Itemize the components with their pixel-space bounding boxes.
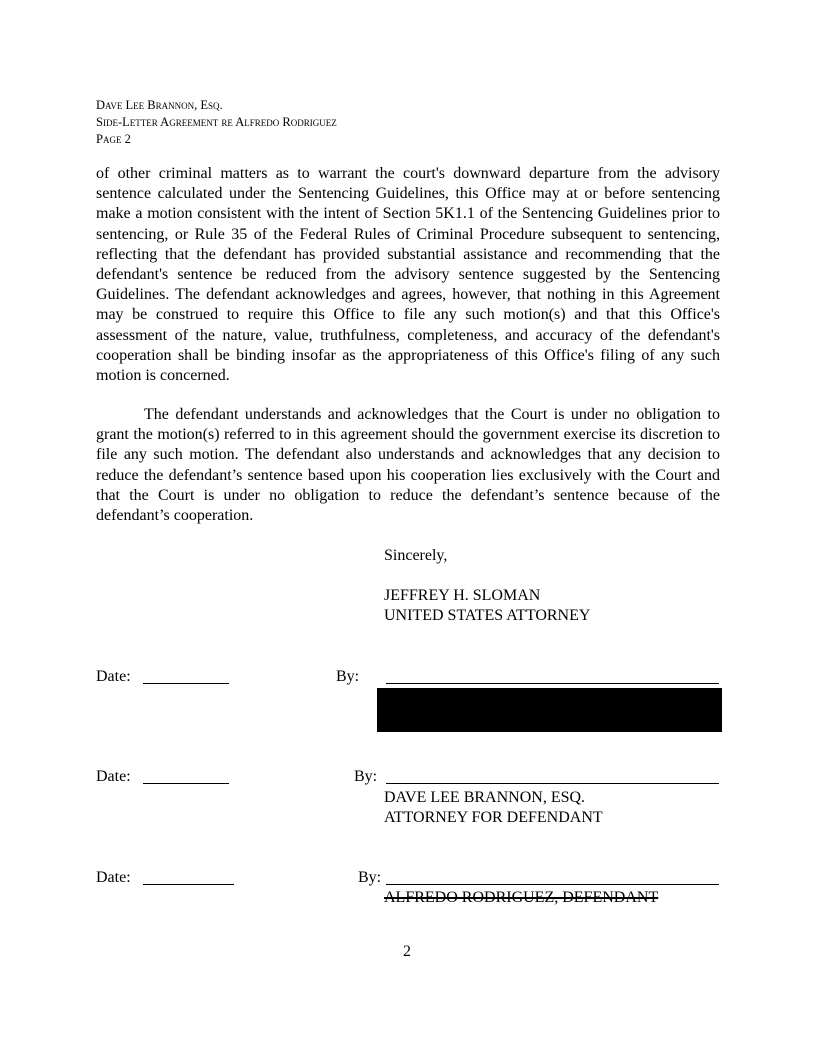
body-paragraph-1: of other criminal matters as to warrant the court's downward departure from the advisory sentence calculated under the Sentencing Guidelines, this Office may at or before sentencing make a motion consistent with the intent of Section 5K1.1 of the Sentencing Guidelines prior to sentencing, or Rule 35 of the Federal Rules of Criminal Procedure subsequent to sentencing, reflecting that the defendant has provided substantial assistance and recommending that the defendant's sentence be reduced from the advisory sentence suggested by the Sentencing Guidelines. The defendant acknowledges and agrees, however, that nothing in this Agreement may be construed to require this Office to file any such motion(s) and that this Office's assessment of the nature, value, truthfulness, completeness, and accuracy of the defendant's cooperation shall be binding insofar as the appropriateness of this Office's filing of any such motion is concerned. (96, 165, 720, 385)
signer-title: UNITED STATES ATTORNEY (384, 607, 591, 624)
date-label: Date: (96, 668, 131, 685)
date-line[interactable] (143, 683, 229, 684)
page-number: 2 (403, 943, 411, 960)
body-paragraph-2: The defendant understands and acknowledges that the Court is under no obligation to grant the motion(s) referred to in this agreement should the government exercise its discretion to file any such motion. The defendant also understands and acknowledges that any decision to reduce the defendant’s sentence based upon his cooperation lies exclusively with the Court and that the Court is under no obligation to reduce the defendant’s sentence because of the defendant’s cooperation. (96, 406, 720, 525)
defendant-name: ALFREDO RODRIGUEZ, DEFENDANT (384, 889, 659, 906)
attorney-title: ATTORNEY FOR DEFENDANT (384, 809, 603, 826)
signature-line[interactable] (386, 683, 719, 684)
by-label: By: (358, 869, 382, 886)
signature-line[interactable] (386, 884, 719, 885)
letter-header (96, 97, 337, 148)
attorney-name: DAVE LEE BRANNON, ESQ. (384, 789, 586, 806)
header-page: Page 2 (96, 132, 131, 146)
by-label: By: (354, 768, 378, 785)
redaction-block (377, 688, 722, 732)
header-subject: Side-Letter Agreement re Alfredo Rodriguez (96, 115, 337, 129)
by-label: By: (336, 668, 360, 685)
closing-salutation: Sincerely, (384, 547, 448, 564)
signer-name: JEFFREY H. SLOMAN (384, 587, 541, 604)
header-addressee: Dave Lee Brannon, Esq. (96, 98, 223, 112)
date-line[interactable] (143, 783, 229, 784)
date-label: Date: (96, 869, 131, 886)
date-label: Date: (96, 768, 131, 785)
date-line[interactable] (143, 884, 234, 885)
signature-line[interactable] (386, 783, 719, 784)
